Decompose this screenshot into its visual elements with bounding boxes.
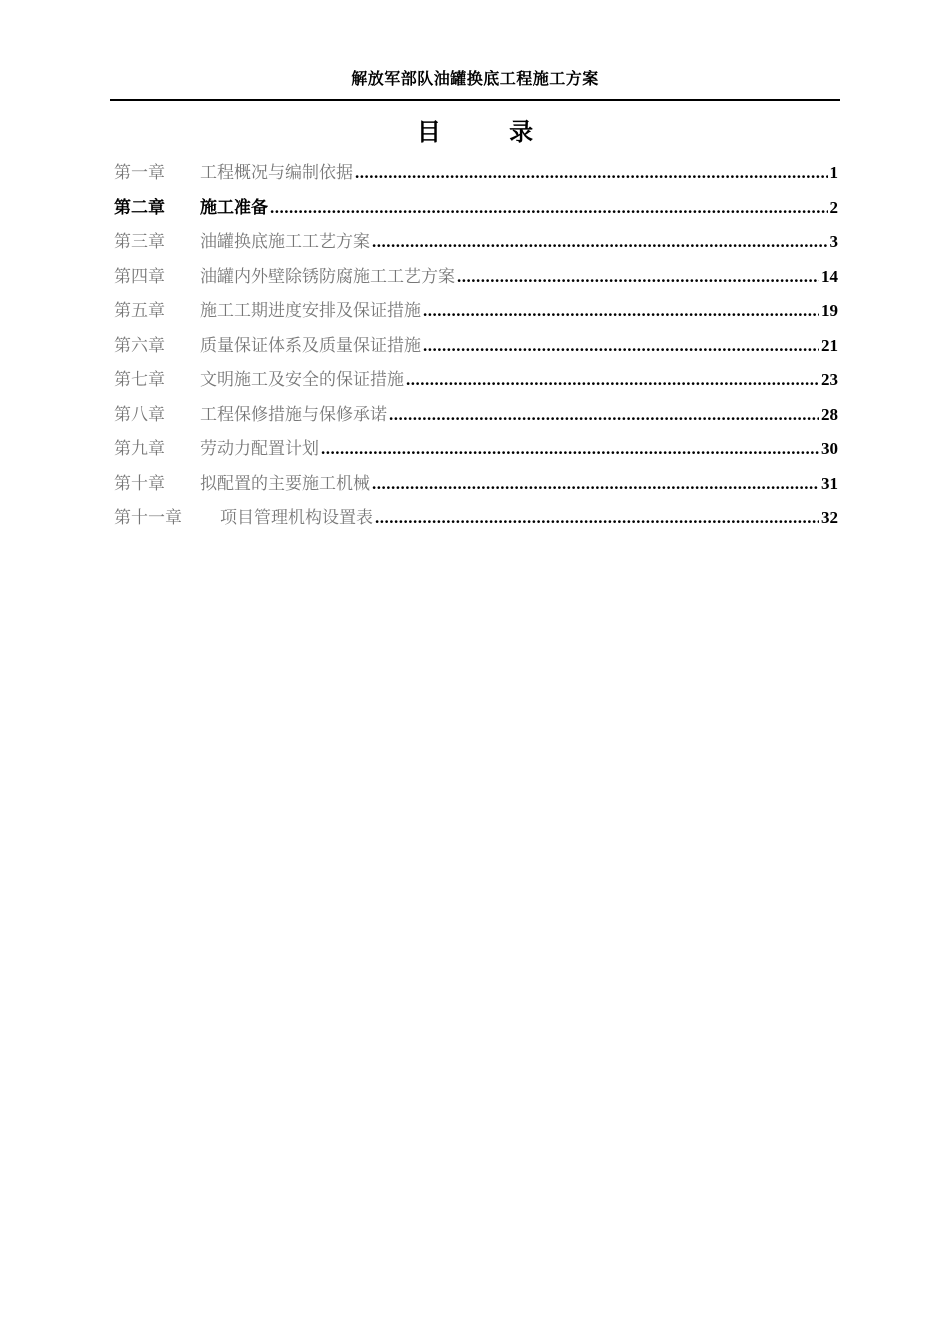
toc-page-number: 14 [821, 266, 838, 286]
toc-entry-10[interactable] [114, 469, 838, 504]
toc-chapter: 第九章 [114, 439, 165, 459]
toc-title-text: 施工工期进度安排及保证措施 [200, 301, 421, 321]
toc-page-number: 1 [829, 163, 838, 182]
toc-leader [270, 198, 828, 218]
toc-title-text: 文明施工及安全的保证措施 [200, 370, 404, 390]
header-rule [110, 99, 840, 101]
toc-page-number: 19 [821, 301, 838, 320]
toc-entry-7[interactable] [114, 365, 838, 400]
toc-page-number: 30 [821, 439, 838, 458]
toc-entry-4[interactable] [114, 262, 838, 297]
toc-page-number: 23 [821, 370, 838, 389]
toc-page-number: 31 [821, 473, 838, 493]
toc-entry-1[interactable] [114, 158, 838, 193]
toc-entry-8[interactable] [114, 400, 838, 435]
toc-page-number: 32 [821, 508, 838, 527]
toc-title-text: 拟配置的主要施工机械 [200, 473, 370, 494]
toc-leader [375, 508, 819, 528]
toc-chapter: 第六章 [114, 335, 165, 356]
toc-leader [406, 370, 819, 390]
toc-chapter: 第五章 [114, 301, 165, 321]
toc-page-number: 21 [821, 335, 838, 355]
toc-chapter: 第三章 [114, 232, 165, 252]
toc-entry-11[interactable] [114, 503, 838, 538]
toc-chapter: 第十章 [114, 473, 165, 494]
toc-leader [372, 232, 828, 252]
toc-chapter: 第二章 [114, 197, 165, 218]
table-of-contents [114, 158, 838, 538]
toc-leader [372, 474, 819, 494]
toc-leader [423, 336, 819, 356]
toc-title-text: 质量保证体系及质量保证措施 [200, 335, 421, 356]
toc-title-text: 工程保修措施与保修承诺 [200, 404, 387, 425]
toc-entry-5[interactable] [114, 296, 838, 331]
toc-entry-2[interactable] [114, 193, 838, 228]
toc-entry-9[interactable] [114, 434, 838, 469]
toc-title-text: 油罐内外壁除锈防腐施工工艺方案 [200, 266, 455, 287]
running-header: 解放军部队油罐换底工程施工方案 [351, 69, 599, 88]
toc-chapter: 第七章 [114, 370, 165, 390]
toc-leader [355, 163, 828, 183]
toc-chapter: 第四章 [114, 266, 165, 287]
toc-chapter: 第八章 [114, 404, 165, 425]
toc-page-number: 3 [829, 232, 838, 251]
toc-entry-6[interactable] [114, 331, 838, 366]
toc-leader [389, 405, 819, 425]
toc-page-number: 2 [829, 197, 838, 217]
toc-title-text: 工程概况与编制依据 [200, 163, 353, 183]
toc-title-text: 施工准备 [200, 197, 268, 218]
toc-title-text: 劳动力配置计划 [200, 439, 319, 459]
toc-chapter: 第十一章 [114, 508, 182, 528]
toc-leader [457, 267, 819, 287]
toc-page-number: 28 [821, 404, 838, 424]
toc-chapter: 第一章 [114, 163, 165, 183]
toc-entry-3[interactable] [114, 227, 838, 262]
toc-title-text: 项目管理机构设置表 [220, 508, 373, 528]
toc-leader [423, 301, 819, 321]
toc-leader [321, 439, 819, 459]
toc-title-text: 油罐换底施工工艺方案 [200, 232, 370, 252]
toc-title: 目 录 [416, 117, 534, 146]
